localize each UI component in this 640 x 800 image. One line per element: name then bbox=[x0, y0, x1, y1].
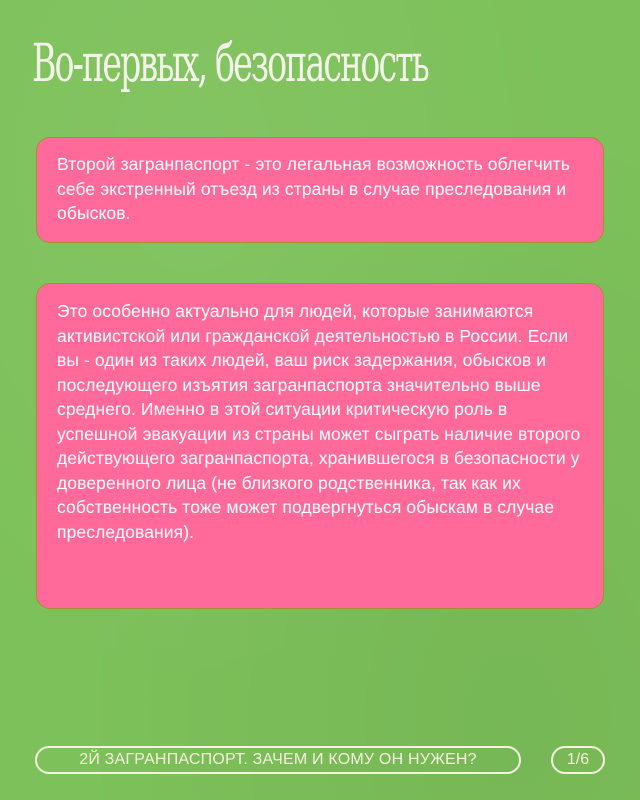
info-card-intro bbox=[36, 137, 604, 243]
series-title-badge: 2Й ЗАГРАНПАСПОРТ. ЗАЧЕМ И КОМУ ОН НУЖЕН? bbox=[35, 746, 521, 774]
page-indicator-badge: 1/6 bbox=[551, 746, 605, 774]
slide-title: Во-первых, безопасность bbox=[32, 34, 428, 94]
info-card-details bbox=[36, 283, 604, 609]
info-card-details-text: Это особенно актуально для людей, которые занимаются активистской или гражданской деятельностью в России. Если вы - один из таких людей, ваш риск задержания, обысков и последующего изъятия загранпаспорта значительно выше среднего. Именно в этой ситуации критическую роль в успешной эвакуации из страны может сыграть наличие второго действующего загранпаспорта, хранившегося в безопасности у доверенного лица (не близкого родственника, так как их собственность тоже может подвергнуться обыскам в случае преследования). bbox=[57, 301, 581, 542]
info-card-intro-text: Второй загранпаспорт - это легальная возможность облегчить себе экстренный отъезд из страны в случае преследования и обысков. bbox=[57, 154, 570, 223]
